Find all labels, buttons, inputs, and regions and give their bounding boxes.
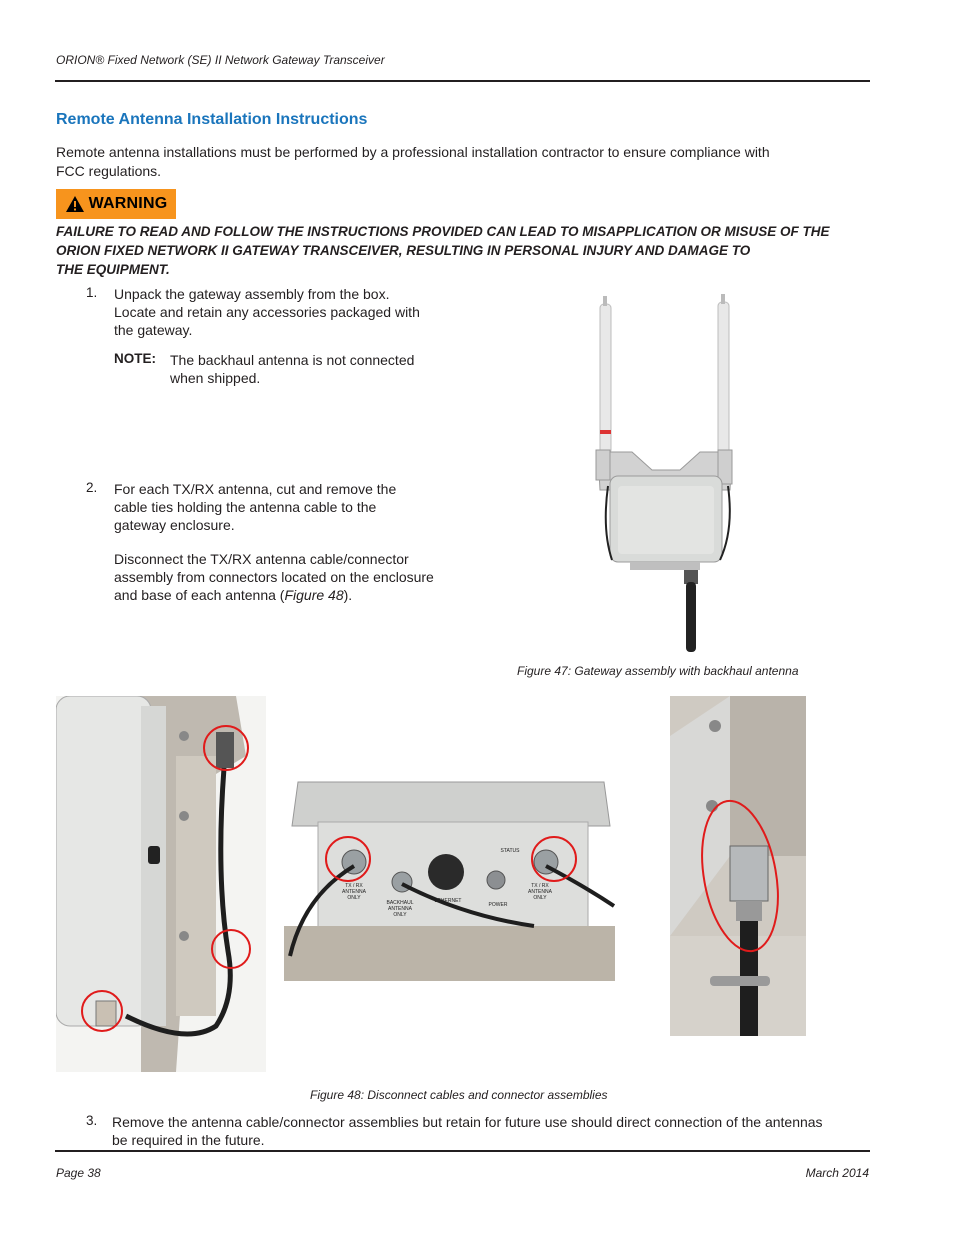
label-txrx-left: TX / RX <box>345 883 363 889</box>
warning-badge <box>56 189 176 219</box>
figure-48-enclosure-photo <box>284 776 615 981</box>
section-title: Remote Antenna Installation Instructions <box>56 111 368 128</box>
intro-line: Remote antenna installations must be performed by a professional installation contractor to ensure compliance with <box>56 144 770 160</box>
note-text <box>170 351 460 387</box>
figure-reference: Figure 48 <box>284 587 344 603</box>
label-text: ONLY <box>393 912 407 918</box>
step-1-text <box>114 285 454 339</box>
warning-triangle-icon <box>65 195 85 213</box>
page-number: Page 38 <box>56 1166 101 1180</box>
warning-line: ORION FIXED NETWORK II GATEWAY TRANSCEIVER, RESULTING IN PERSONAL INJURY AND DAMAGE TO <box>56 243 751 258</box>
label-text: ANTENNA <box>388 906 412 912</box>
label-backhaul: BACKHAUL <box>386 900 414 906</box>
step-number: 3. <box>86 1113 98 1128</box>
step-line: cable ties holding the antenna cable to the <box>114 499 377 515</box>
text-run: ). <box>343 587 353 603</box>
footer-date: March 2014 <box>805 1166 869 1180</box>
note-line: The backhaul antenna is not connected <box>170 352 415 368</box>
figure-48-caption: Figure 48: Disconnect cables and connector assemblies <box>310 1088 608 1102</box>
step-line: For each TX/RX antenna, cut and remove the <box>114 481 397 497</box>
step-line: assembly from connectors located on the enclosure <box>114 569 434 585</box>
footer-rule <box>55 1150 870 1152</box>
step-line: Remove the antenna cable/connector assemblies but retain for future use should direct connection of the antennas <box>112 1114 823 1130</box>
header-rule <box>55 80 870 82</box>
label-ethernet: ETHERNET <box>434 898 462 904</box>
step-2-text <box>114 480 459 604</box>
step-line: Locate and retain any accessories packaged with <box>114 304 420 320</box>
step-3-text <box>112 1113 872 1149</box>
figure-48-right-photo <box>670 696 806 1036</box>
warning-text <box>56 222 856 279</box>
step-number: 2. <box>86 480 98 495</box>
label-text: ONLY <box>347 895 361 901</box>
step-line: Disconnect the TX/RX antenna cable/connector <box>114 551 409 567</box>
warning-line: FAILURE TO READ AND FOLLOW THE INSTRUCTIONS PROVIDED CAN LEAD TO MISAPPLICATION OR MISUSE OF THE <box>56 224 830 239</box>
step-line: Unpack the gateway assembly from the box. <box>114 286 390 302</box>
figure-47-gateway-photo <box>580 290 755 660</box>
label-txrx-right: TX / RX <box>531 883 549 889</box>
running-header: ORION® Fixed Network (SE) II Network Gateway Transceiver <box>56 53 385 67</box>
warning-line: THE EQUIPMENT. <box>56 262 170 277</box>
label-text: ONLY <box>533 895 547 901</box>
note-line: when shipped. <box>170 370 261 386</box>
step-line: gateway enclosure. <box>114 517 235 533</box>
label-power: POWER <box>488 902 508 908</box>
step-line <box>114 586 459 604</box>
label-text: ANTENNA <box>342 889 366 895</box>
text-run: and base of each antenna ( <box>114 587 285 603</box>
intro-paragraph <box>56 143 846 181</box>
step-line: the gateway. <box>114 322 193 338</box>
intro-line: FCC regulations. <box>56 163 162 179</box>
step-line: be required in the future. <box>112 1132 265 1148</box>
step-number: 1. <box>86 285 98 300</box>
label-status: STATUS <box>500 848 520 854</box>
note-label: NOTE: <box>114 351 156 366</box>
label-text: ANTENNA <box>528 889 552 895</box>
figure-47-caption: Figure 47: Gateway assembly with backhaul antenna <box>517 664 799 678</box>
figure-48-left-photo <box>56 696 266 1072</box>
warning-label: WARNING <box>88 195 168 212</box>
